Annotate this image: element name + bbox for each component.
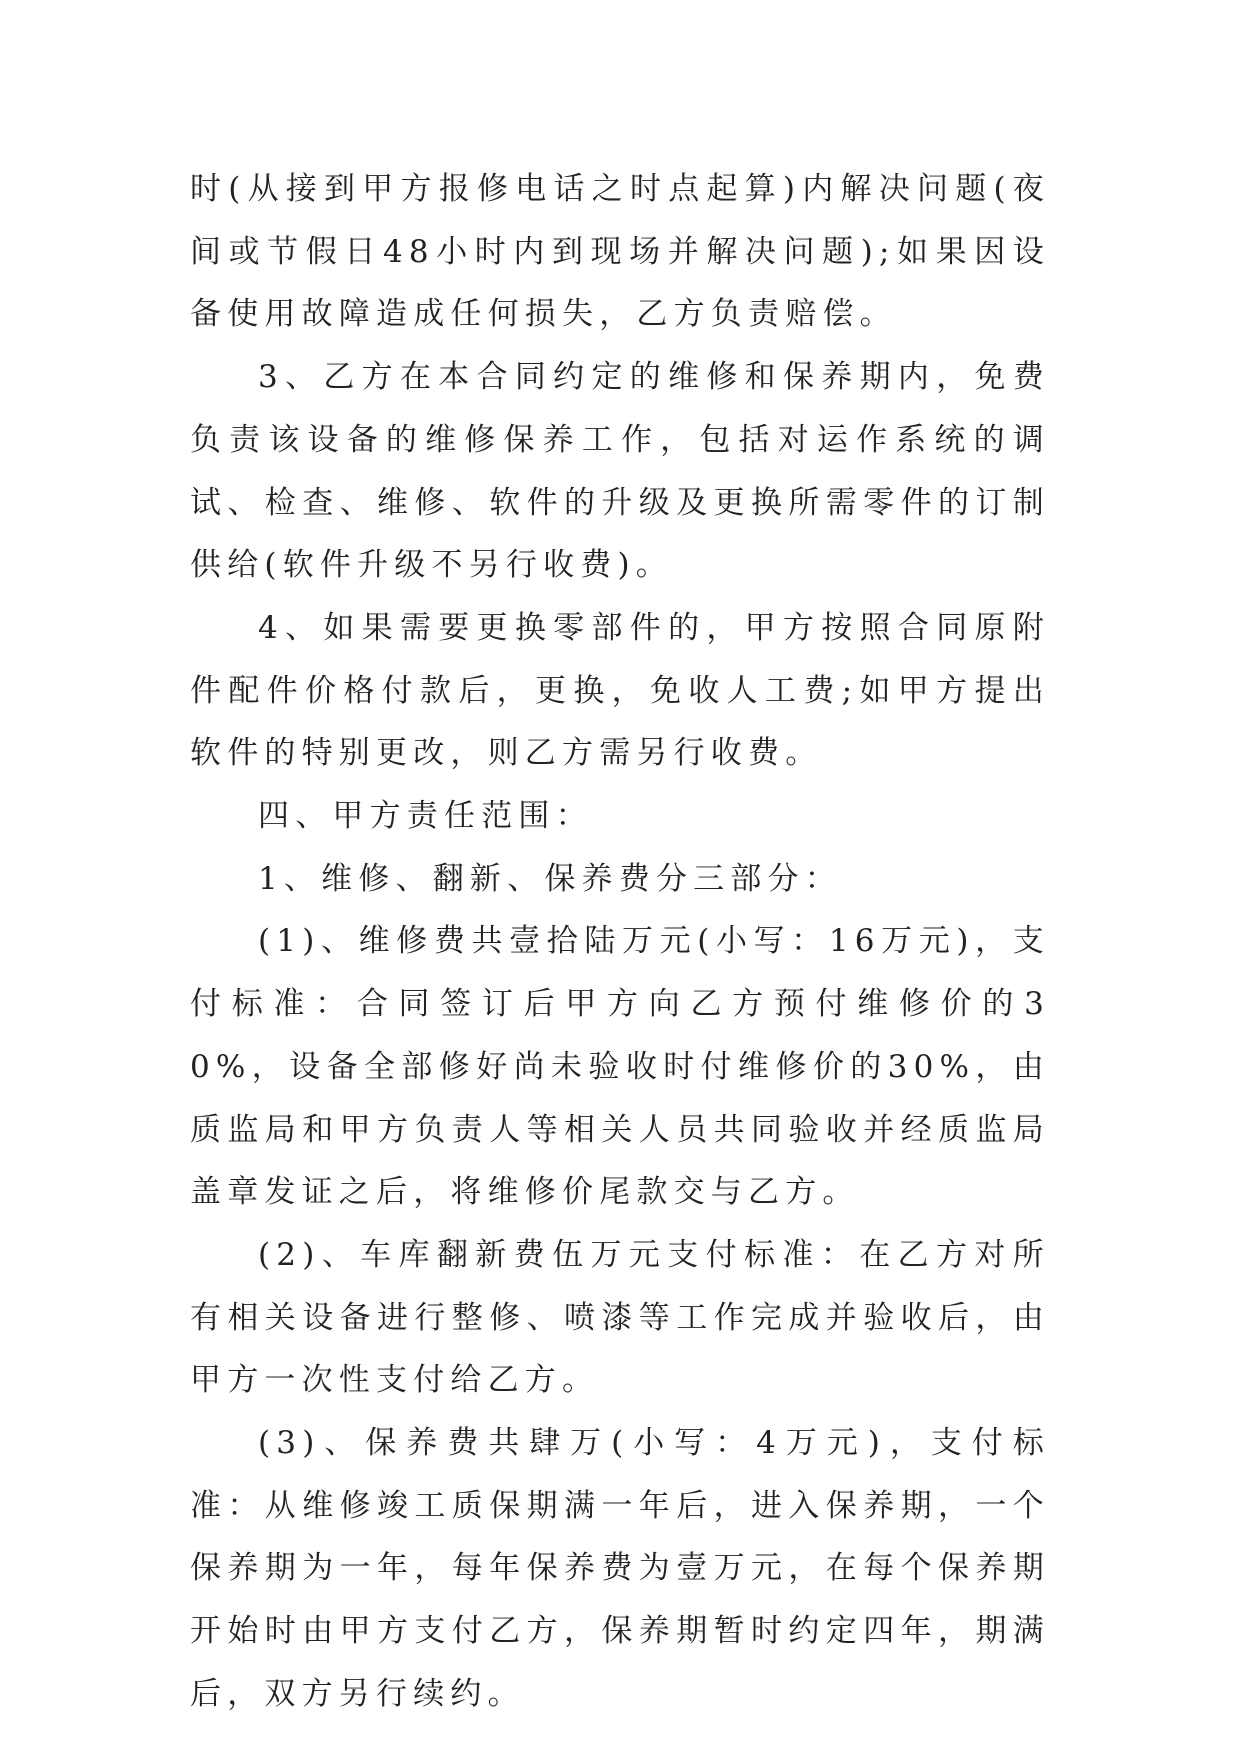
document-body (190, 158, 1050, 1726)
section-heading-party-a-responsibility: 四、甲方责任范围： (258, 798, 593, 835)
paragraph-maintenance-fee: (3)、保养费共肆万(小写：4万元)，支付标准：从维修竣工质保期满一年后，进入保养期，一个保养期为一年，每年保养费为壹万元，在每个保养期开始时由甲方支付乙方，保养期暂时约定四年，期满后，双方另行续约。 (190, 1425, 1050, 1712)
paragraph-fee-overview: 1、维修、翻新、保养费分三部分： (258, 860, 842, 897)
paragraph-renovation-fee: (2)、车库翻新费伍万元支付标准：在乙方对所有相关设备进行整修、喷漆等工作完成并验收后，由甲方一次性支付给乙方。 (190, 1236, 1050, 1399)
paragraph-continuation: 时(从接到甲方报修电话之时点起算)内解决问题(夜间或节假日48小时内到现场并解决问题);如果因设备使用故障造成任何损失，乙方负责赔偿。 (190, 171, 1050, 333)
paragraph-repair-fee: (1)、维修费共壹拾陆万元(小写：16万元)，支付标准：合同签订后甲方向乙方预付维修价的30%，设备全部修好尚未验收时付维修价的30%，由质监局和甲方负责人等相关人员共同验收并经质监局盖章发证之后，将维修价尾款交与乙方。 (190, 923, 1050, 1211)
paragraph-clause-4: 4、如果需要更换零部件的，甲方按照合同原附件配件价格付款后，更换，免收人工费;如甲方提出软件的特别更改，则乙方需另行收费。 (190, 609, 1050, 772)
paragraph-clause-3: 3、乙方在本合同约定的维修和保养期内，免费负责该设备的维修保养工作，包括对运作系统的调试、检查、维修、软件的升级及更换所需零件的订制供给(软件升级不另行收费)。 (190, 359, 1050, 584)
